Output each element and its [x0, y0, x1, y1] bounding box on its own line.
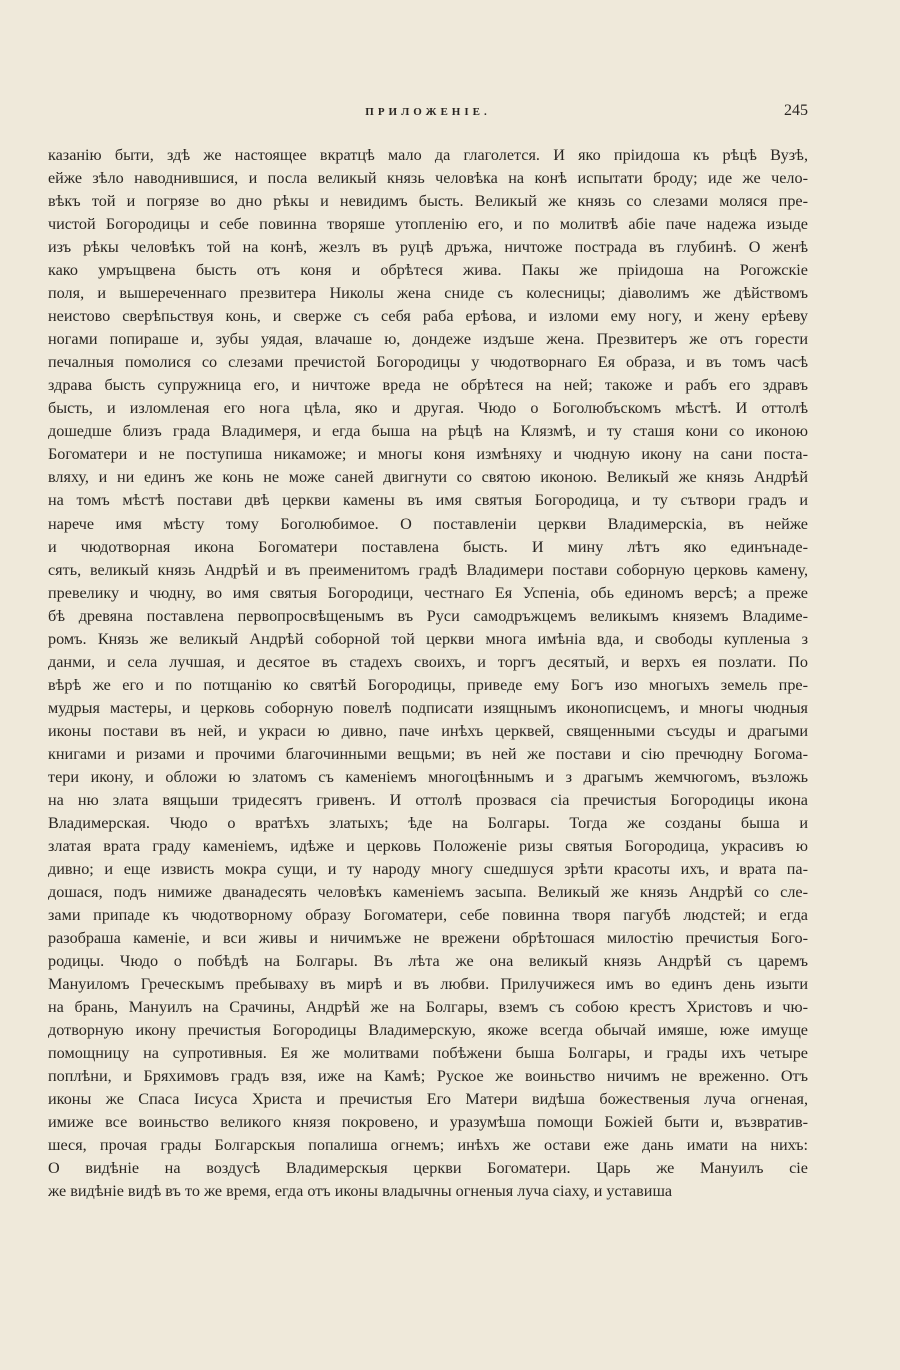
text-line: здрава бысть супружница его, и ничтоже вреда не обрѣтеся на ней; такоже и рабъ его здравъ [48, 376, 808, 395]
text-line: книгами и ризами и прочими благочинными вещьми; въ ней же постави и сію пречюдну Богома- [48, 744, 808, 763]
text-line: превелику и чюдну, во имя святыя Богородици, честнаго Ея Успеніа, обь единомъ версѣ; а преже [48, 583, 808, 602]
text-line: же видѣніе видѣ въ то же время, егда отъ иконы владычны огненыя луча сіаху, и уставиша [48, 1182, 673, 1201]
text-line: ромъ. Князь же великый Андрѣй соборной той церкви многа имѣніа вда, и свободы купленыа з [48, 629, 808, 648]
running-head: ПРИЛОЖЕНІЕ. [365, 106, 491, 118]
text-line: бысть, и изломленая его нога цѣла, яко и другая. Чюдо о Боголюбъскомъ мѣстѣ. И оттолѣ [48, 399, 808, 418]
text-line: како умръщвена бысть отъ коня и обрѣтеся жива. Пакы же пріидоша на Рогожскіе [48, 261, 808, 280]
text-line: Богоматери и не поступиша никаможе; и многы коня измѣняху и чюдную икону на сани поста- [48, 445, 808, 464]
text-line: печалныя помолися со слезами пречистой Богородицы у чюдотворнаго Ея образа, и въ томъ часѣ [48, 353, 808, 372]
text-line: помощницу на супротивныя. Ея же молитвами побѣжени быша Болгары, и грады ихъ четыре [48, 1044, 808, 1063]
text-line: сять, великый князь Андрѣй и въ преименитомъ градѣ Владимери постави соборную церковь камену, [48, 560, 808, 579]
text-line: шеся, прочая грады Болгарскыя попалиша огнемъ; инѣхъ же остави еже дань имати на нихъ: [48, 1136, 808, 1155]
text-line: зами припаде къ чюдотворному образу Богоматери, себе повинна творя пагубѣ людстей; и егда [48, 906, 808, 925]
page-number: 245 [784, 102, 808, 119]
text-line: Владимерская. Чюдо о вратѣхъ златыхъ; ѣде на Болгары. Тогда же созданы быша и [48, 813, 808, 832]
text-line: вѣрѣ же его и по потщанію ко святѣй Богородицы, приведе ему Богъ изо многыхъ земель пре- [48, 675, 808, 694]
text-line: мудрыя мастеры, и церковь соборную повелѣ подписати изящнымъ иконописцемъ, и многы чюдныя [48, 698, 808, 717]
text-line: дивно; и еще извисть мокра сущи, и ту народу многу сшедшуся зрѣти красоты ихъ, и врата па- [48, 859, 808, 878]
text-line: на брань, Мануилъ на Срачины, Андрѣй же на Болгары, вземъ съ собою крестъ Христовъ и чю- [48, 998, 808, 1017]
text-line: имиже все воиньство великого князя покровено, и уразумѣша помощи Божіей быти и, възвратив- [48, 1113, 808, 1132]
text-line: бѣ древяна поставлена первопросвѣщенымъ въ Руси самодръжцемъ великымъ княземъ Владиме- [48, 606, 808, 625]
text-line: ейже зѣло наводнившися, и посла великый князь человѣка на конѣ испытати броду; иде же чело- [48, 169, 808, 188]
body-text [48, 144, 808, 1203]
text-line: О видѣніе на воздусѣ Владимерскыя церкви Богоматери. Царь же Мануилъ сіе [48, 1159, 808, 1178]
text-line: казанію быти, здѣ же настоящее вкратцѣ мало да глаголется. И яко пріидоша къ рѣцѣ Вузѣ, [48, 146, 808, 164]
text-line: вѣкъ той и погрязе во дно рѣкы и невидимъ бысть. Великый же князь со слезами моляся пре- [48, 192, 808, 211]
text-line: поля, и вышереченнаго презвитера Николы жена сниде съ колесницы; діаволимъ же дѣйствомъ [48, 284, 808, 303]
text-line: родицы. Чюдо о побѣдѣ на Болгары. Въ лѣта же она великый князь Андрѣй съ царемъ [48, 952, 808, 971]
text-line: дошедше близъ града Владимеря, и егда быша на рѣцѣ на Клязмѣ, и ту сташя кони со иконою [48, 422, 808, 441]
text-line: дотворную икону пречистыя Богородицы Владимерскую, якоже всегда обычай имяше, юже имуще [48, 1021, 808, 1040]
text-line: Мануиломъ Греческымъ пребываху въ мирѣ и въ любви. Прилучижеся имъ во единъ день изыти [48, 975, 808, 994]
text-line: разобраша каменіе, и вси живы и ничимъже не врежени обрѣтошася милостію пречистыя Бого- [48, 929, 808, 948]
text-line: нарече имя мѣсту тому Боголюбимое. О поставленіи церкви Владимерскіа, въ нейже [48, 514, 808, 533]
text-line: вляху, и ни единъ же конь не може саней двигнути со святою иконою. Великый же князь Андрѣй [48, 468, 808, 487]
text-line: ногами попираше и, зубы уядая, влачаше ю, дондеже издъше жена. Презвитеръ же отъ горести [48, 330, 808, 349]
text-line: на ню злата вящьши тридесятъ гривенъ. И оттолѣ прозвася сіа пречистыя Богородицы икона [48, 790, 808, 809]
text-line: тери икону, и обложи ю златомъ съ каменіемъ многоцѣннымъ и з драгымъ жемчюгомъ, възложь [48, 767, 808, 786]
text-line: чистой Богородицы и себе повинна творяше утопленію его, и по молитвѣ абіе паче надежа изыде [48, 215, 808, 234]
text-line: иконы же Спаса Іисуса Христа и пречистыя Его Матери видѣша божественыя луча огненая, [48, 1090, 808, 1109]
text-line: иконы постави въ ней, и украси ю дивно, паче инѣхъ церквей, священными съсуды и драгыми [48, 721, 808, 740]
text-line: златая врата граду каменіемъ, идѣже и церковь Положеніе ризы святыя Богородица, украсивъ ю [48, 836, 808, 855]
page-header [48, 102, 808, 128]
text-line: на томъ мѣстѣ постави двѣ церкви камены въ имя святыя Богородица, и ту сътвори градъ и [48, 491, 808, 510]
text-line: дошася, подъ нимиже дванадесять человѣкъ каменіемъ засыпа. Великый же князь Андрѣй со сле- [48, 883, 808, 901]
text-line: и чюдотворная икона Богоматери поставлена бысть. И мину лѣтъ яко единънаде- [48, 537, 808, 556]
text-line: поплѣни, и Бряхимовъ градъ взя, иже на Камѣ; Руское же воиньство ничимъ не вреженно. Отъ [48, 1067, 808, 1086]
text-line: данми, и села лучшая, и десятое въ стадехъ своихъ, и торгъ десятый, и верхъ ея позлати. По [48, 652, 808, 671]
text-line: изъ рѣкы человѣкъ той на конѣ, жезлъ въ руцѣ дръжа, ничтоже пострада въ глубинѣ. О женѣ [48, 238, 808, 257]
text-line: неистово сверѣпьствуя конь, и сверже съ себя раба ерѣова, и изломи ему ногу, и жену ерѣеву [48, 307, 808, 326]
